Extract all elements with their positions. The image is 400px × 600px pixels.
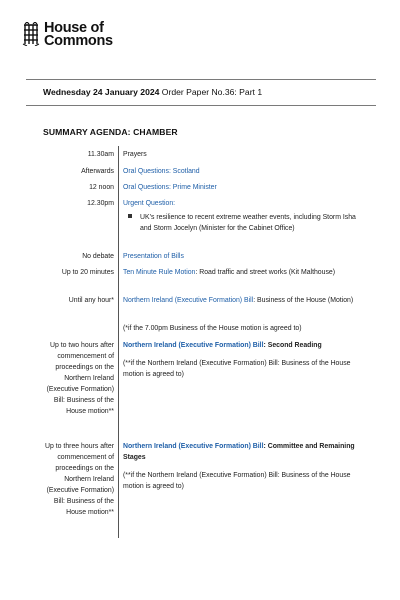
agenda-item bbox=[123, 267, 373, 278]
logo-wordmark bbox=[44, 22, 113, 48]
agenda-row bbox=[40, 198, 375, 248]
agenda-item bbox=[123, 295, 373, 306]
urgent-question-text: UK’s resilience to recent extreme weather events, including Storm Isha and Storm Jocelyn (Minister for the Cabinet Office) bbox=[140, 214, 356, 232]
house-of-commons-logo bbox=[22, 22, 113, 48]
ni-bill-link[interactable]: Northern Ireland (Executive Formation) Bill bbox=[123, 342, 264, 349]
agenda-item-detail: : Committee and Remaining Stages bbox=[123, 443, 355, 461]
logo-line1: House of bbox=[44, 20, 104, 36]
agenda-time: Afterwards bbox=[81, 168, 114, 175]
agenda-item bbox=[123, 340, 373, 351]
oral-questions-pm-link[interactable]: Oral Questions: Prime Minister bbox=[123, 184, 217, 191]
agenda-time: 12 noon bbox=[89, 184, 114, 191]
agenda-item bbox=[123, 441, 373, 463]
portcullis-icon bbox=[22, 22, 40, 46]
agenda-note: (**if the Northern Ireland (Executive Formation) Bill: Business of the House motion is agreed to) bbox=[123, 472, 351, 490]
agenda-time: 12.30pm bbox=[87, 200, 114, 207]
logo-line2: Commons bbox=[44, 33, 113, 49]
agenda-note: (**if the Northern Ireland (Executive Formation) Bill: Business of the House motion is agreed to) bbox=[123, 360, 351, 378]
agenda-time: Up to three hours after commencement of proceedings on the Northern Ireland (Executive Formation) Bill: Business of the House motion** bbox=[45, 443, 114, 516]
agenda-item-detail: : Second Reading bbox=[263, 342, 322, 349]
agenda-time: No debate bbox=[82, 253, 114, 260]
agenda-note: (*if the 7.00pm Business of the House motion is agreed to) bbox=[123, 325, 302, 332]
oral-questions-scotland-link[interactable]: Oral Questions: Scotland bbox=[123, 168, 200, 175]
sitting-date: Wednesday 24 January 2024 bbox=[43, 87, 160, 97]
order-paper-header bbox=[43, 87, 262, 97]
agenda-time: Up to 20 minutes bbox=[61, 269, 114, 276]
urgent-question-link[interactable]: Urgent Question: bbox=[123, 200, 176, 207]
header-bottom-rule bbox=[26, 105, 376, 106]
header-top-rule bbox=[26, 79, 376, 80]
ni-bill-link[interactable]: Northern Ireland (Executive Formation) Bill bbox=[123, 443, 264, 450]
ten-minute-rule-link[interactable]: Ten Minute Rule Motion bbox=[123, 269, 196, 276]
agenda-item-detail: : Business of the House (Motion) bbox=[253, 297, 354, 304]
agenda-item-detail: : Road traffic and street works (Kit Malthouse) bbox=[195, 269, 336, 276]
order-paper-number: Order Paper No.36: Part 1 bbox=[161, 87, 263, 97]
presentation-of-bills-link[interactable]: Presentation of Bills bbox=[123, 253, 184, 260]
agenda-time: Up to two hours after commencement of proceedings on the Northern Ireland (Executive Formation) Bill: Business of the House motion** bbox=[46, 342, 114, 415]
agenda-time: 11.30am bbox=[87, 151, 114, 158]
agenda-item: Prayers bbox=[123, 151, 147, 158]
bullet-icon bbox=[128, 214, 132, 218]
section-title: SUMMARY AGENDA: CHAMBER bbox=[43, 127, 178, 137]
ni-bill-link[interactable]: Northern Ireland (Executive Formation) Bill bbox=[123, 297, 254, 304]
agenda-time: Until any hour* bbox=[68, 297, 114, 304]
